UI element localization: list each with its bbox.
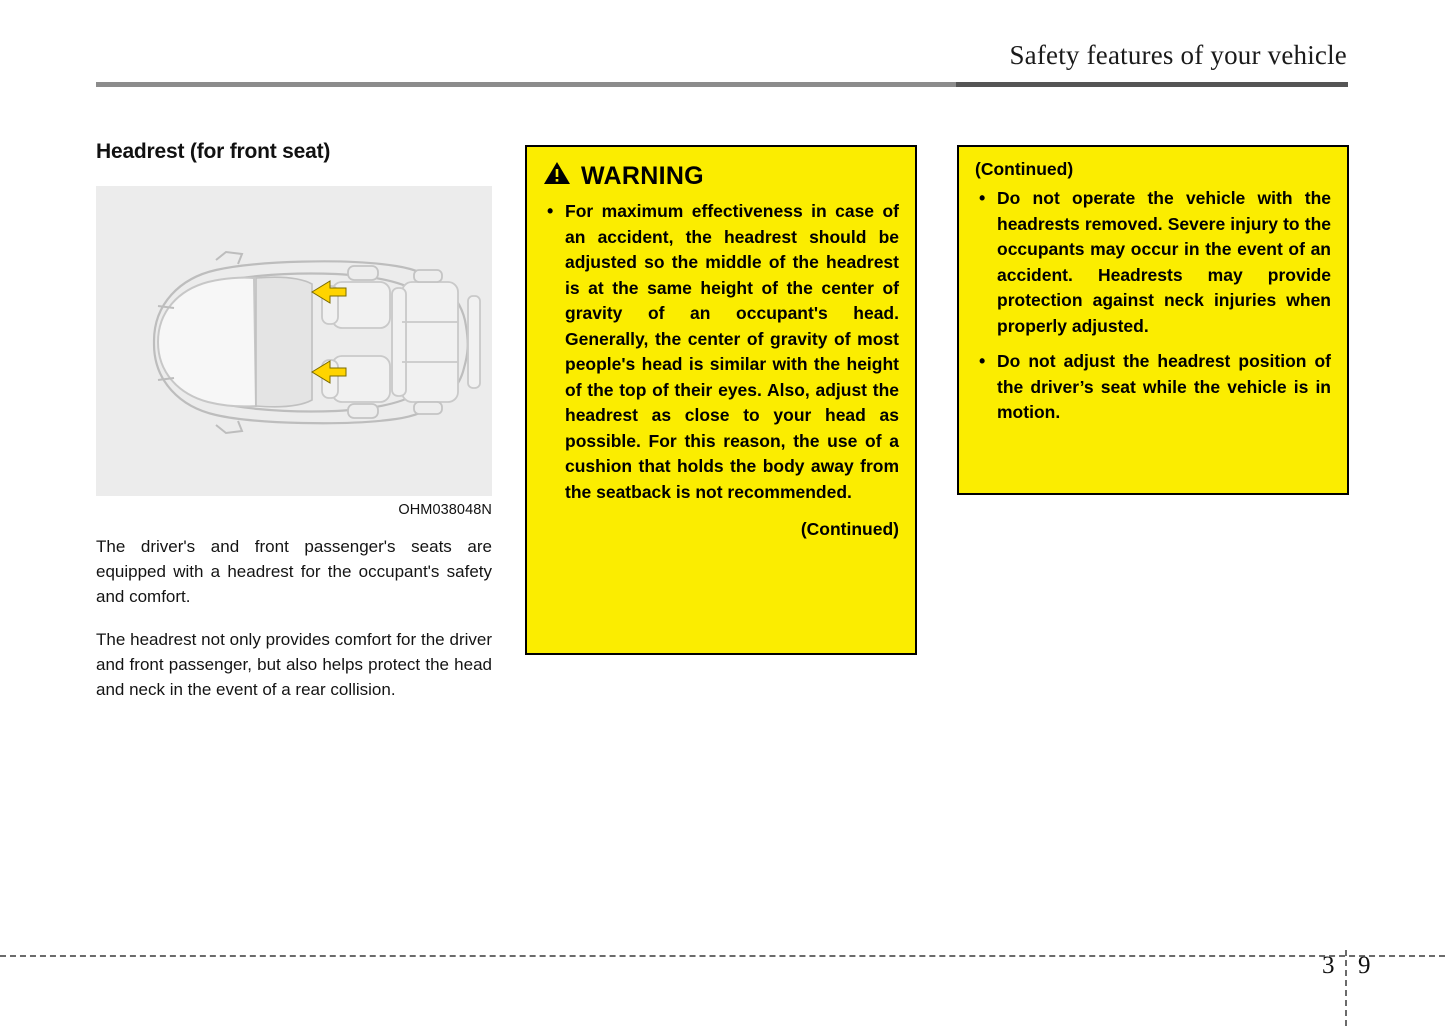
footer-divider <box>0 955 1445 957</box>
warning-continued-note: (Continued) <box>800 519 899 539</box>
warning-list <box>543 199 899 505</box>
warning-box-continued <box>957 145 1349 495</box>
warning-box-main <box>525 145 917 655</box>
vehicle-top-view-figure <box>96 186 492 496</box>
body-paragraph-1: The driver's and front passenger's seats are equipped with a headrest for the occupant's safety and comfort. <box>96 537 492 606</box>
warning-continued-list <box>975 186 1331 426</box>
warning-item: • For maximum effectiveness in case of an accident, the headrest should be adjusted so the middle of the headrest is at the same height of the center of gravity of an occupant's head. Generally, the center of gravity of most people's head is similar with the height of the top of their eyes. Also, adjust the headrest as close to your head as possible. For this reason, the use of a cushion that holds the body away from the seatback is not recommended. <box>543 199 899 505</box>
page-number: 9 <box>1358 952 1371 979</box>
body-paragraph-2: The headrest not only provides comfort for the driver and front passenger, but also helps protect the head and neck in the event of a rear collision. <box>96 630 492 699</box>
page-title: Headrest (for front seat) <box>96 140 331 163</box>
warning-header <box>543 161 899 191</box>
warning-triangle-icon <box>543 161 571 191</box>
warning-item: • Do not operate the vehicle with the headrests removed. Severe injury to the occupants may occur in the event of an accident. Headrests may provide protection against neck injuries when properly adjusted. <box>975 186 1331 339</box>
continued-label: (Continued) <box>975 159 1074 179</box>
warning-item: • Do not adjust the headrest position of the driver’s seat while the vehicle is in motion. <box>975 349 1331 426</box>
page-header-title: Safety features of your vehicle <box>1009 40 1347 70</box>
warning-title: WARNING <box>581 161 704 190</box>
chapter-number: 3 <box>1322 952 1335 979</box>
left-column <box>96 140 492 702</box>
header-rule <box>956 82 1348 87</box>
figure-caption: OHM038048N <box>398 502 492 518</box>
footer-vertical-divider <box>1345 950 1347 1026</box>
header-rule-light <box>96 82 956 87</box>
